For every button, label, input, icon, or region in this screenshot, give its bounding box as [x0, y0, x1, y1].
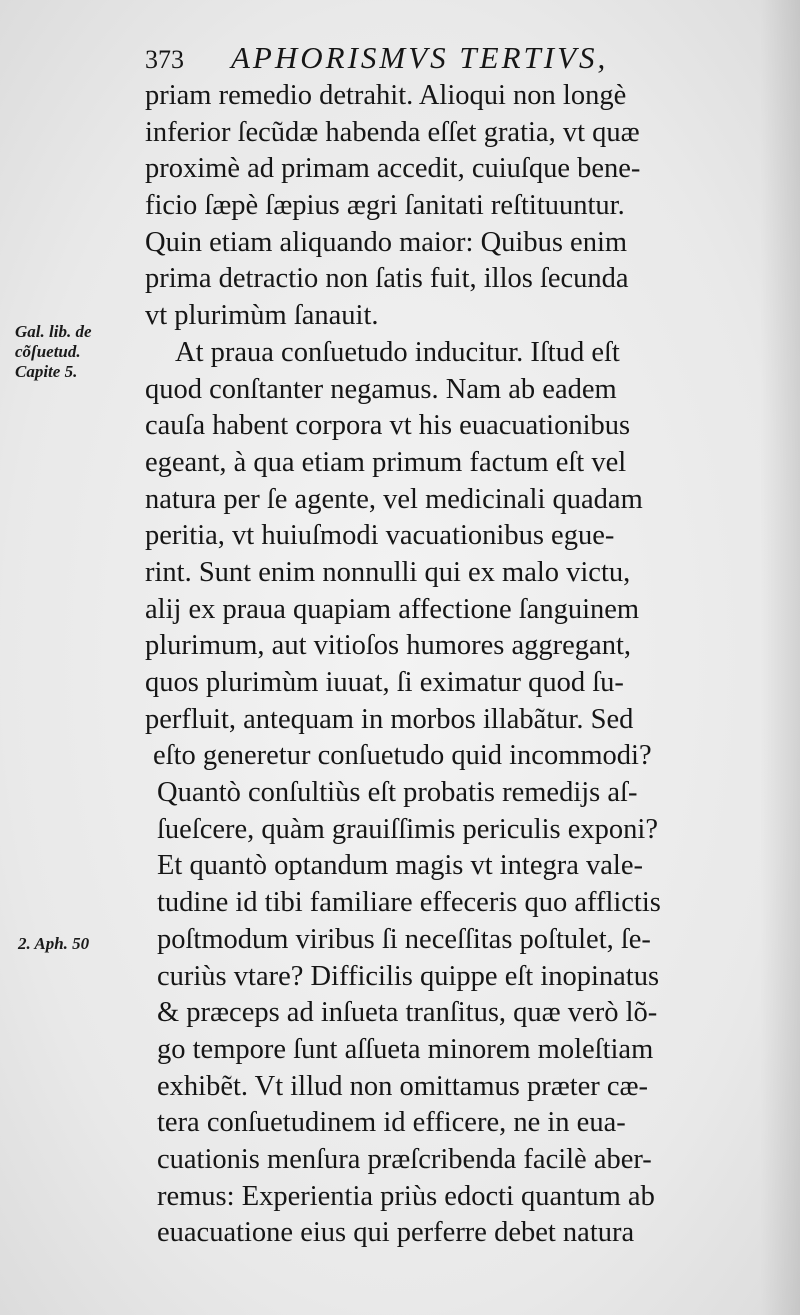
- margin-note-aphorism: 2. Aph. 50: [18, 934, 90, 953]
- text-line: eſto generetur conſuetudo quid incommodi?: [153, 740, 652, 772]
- text-line: natura per ſe agente, vel medicinali quadam: [145, 483, 643, 515]
- text-line: vt plurimùm ſanauit.: [145, 300, 379, 332]
- text-line: priam remedio detrahit. Alioqui non longè: [145, 80, 627, 111]
- text-line: Quin etiam aliquando maior: Quibus enim: [145, 226, 628, 258]
- text-line: ſueſcere, quàm grauiſſimis periculis exponi?: [157, 813, 658, 845]
- page-header: [145, 38, 715, 78]
- running-title: APHORISMVS TERTIVS,: [231, 40, 609, 75]
- text-line: inferior ſecũdæ habenda eſſet gratia, vt quæ: [145, 116, 640, 148]
- text-line: egeant, à qua etiam primum factum eſt vel: [145, 446, 627, 478]
- text-line: ficio ſæpè ſæpius ægri ſanitati reſtituuntur.: [145, 190, 625, 222]
- text-line: plurimum, aut vitioſos humores aggregant,: [145, 630, 632, 662]
- text-line: tudine id tibi familiare effeceris quo afflictis: [157, 887, 661, 919]
- text-line: Quantò conſultiùs eſt probatis remedijs aſ-: [157, 777, 638, 809]
- page-gutter-shadow: [760, 0, 800, 1315]
- body-text: [145, 78, 725, 1252]
- text-line: cauſa habent corpora vt his euacuationibus: [145, 410, 631, 442]
- text-line: alij ex praua quapiam affectione ſanguinem: [145, 593, 640, 625]
- margin-note-line: cõſuetud.: [15, 342, 81, 361]
- text-line: curiùs vtare? Difficilis quippe eſt inopinatus: [157, 960, 660, 992]
- text-line: peritia, vt huiuſmodi vacuationibus egue-: [145, 520, 615, 552]
- page-number: 373: [145, 45, 184, 74]
- text-line: prima detractio non ſatis fuit, illos ſecunda: [145, 263, 629, 295]
- margin-note-galen: [15, 322, 135, 382]
- text-line: perfluit, antequam in morbos illabãtur. Sed: [145, 703, 634, 735]
- text-line: & præceps ad inſueta tranſitus, quæ verò lõ-: [157, 997, 658, 1029]
- text-line: quos plurimùm iuuat, ſi eximatur quod ſu-: [145, 667, 624, 698]
- margin-note-line: Gal. lib. de: [15, 322, 92, 341]
- margin-note-line: Capite 5.: [15, 362, 78, 381]
- text-line: proximè ad primam accedit, cuiuſque bene-: [145, 153, 641, 185]
- text-line: euacuatione eius qui perferre debet natura: [157, 1217, 635, 1249]
- text-line: Et quantò optandum magis vt integra vale-: [157, 850, 643, 882]
- text-line: remus: Experientia priùs edocti quantum ab: [157, 1180, 655, 1212]
- text-line: tera conſuetudinem id efficere, ne in eua-: [157, 1107, 626, 1139]
- text-line: rint. Sunt enim nonnulli qui ex malo victu,: [145, 556, 631, 588]
- text-line: go tempore ſunt aſſueta minorem moleſtiam: [157, 1033, 654, 1065]
- text-line: quod conſtanter negamus. Nam ab eadem: [145, 373, 617, 405]
- text-line: cuationis menſura præſcribenda facilè aber-: [157, 1143, 652, 1175]
- text-line: At praua conſuetudo inducitur. Iſtud eſt: [175, 336, 620, 368]
- text-line: poſtmodum viribus ſi neceſſitas poſtulet, ſe-: [157, 923, 651, 955]
- text-line: exhibẽt. Vt illud non omittamus præter cæ-: [157, 1070, 649, 1102]
